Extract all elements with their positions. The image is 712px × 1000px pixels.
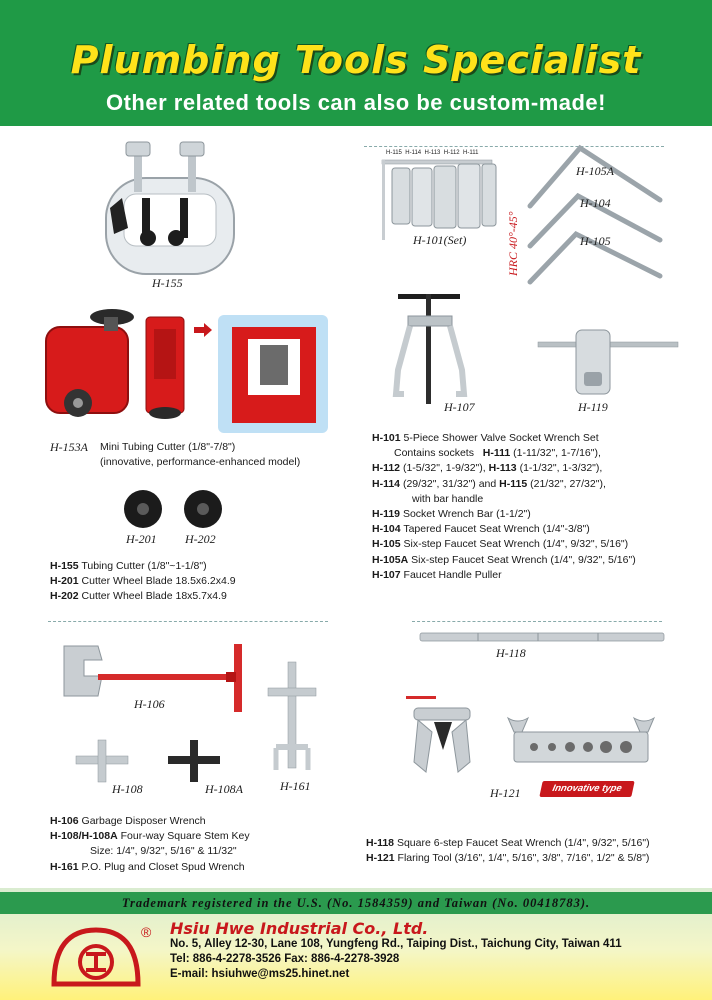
h155-label: H-155	[152, 276, 183, 290]
innovative-type-badge: Innovative type	[539, 781, 634, 797]
h153a-label: H-153A	[50, 440, 88, 454]
h107-label: H-107	[444, 400, 475, 414]
company-name: Hsiu Hwe Industrial Co., Ltd.	[170, 919, 429, 938]
spec-h106: H-106 Garbage Disposer Wrench	[50, 815, 206, 827]
page-subtitle: Other related tools can also be custom-made!	[105, 90, 606, 115]
h108a-stem-key-image	[164, 738, 224, 784]
h201-label: H-201	[126, 532, 157, 546]
page-title: Plumbing Tools Specialist	[70, 38, 642, 82]
h104-h105-wrenches-image	[520, 142, 670, 282]
spec-h112-h113: H-112 (1-5/32", 1-9/32"), H-113 (1-1/32", 1-3/32"),	[372, 462, 603, 475]
h153a-description	[100, 440, 300, 470]
h119-label: H-119	[578, 400, 608, 414]
spec-h104: H-104 Tapered Faucet Seat Wrench (1/4"-3/8")	[372, 523, 590, 536]
right-specs	[372, 431, 636, 583]
h101-set-label: H-101(Set)	[413, 233, 467, 247]
spec-h121: H-121 Flaring Tool (3/16", 1/4", 5/16", 3/8", 7/16", 1/2" & 5/8")	[366, 852, 650, 865]
spec-h161: H-161 P.O. Plug and Closet Spud Wrench	[50, 860, 245, 873]
h161-spud-wrench-image	[262, 658, 322, 776]
spec-h101: H-101 5-Piece Shower Valve Socket Wrench Set	[372, 432, 599, 444]
spec-h202: H-202 Cutter Wheel Blade 18x5.7x4.9	[50, 590, 227, 603]
bottom-right-specs	[366, 836, 650, 866]
registered-mark: ®	[141, 924, 152, 940]
h108-stem-key-image	[72, 738, 132, 784]
h202-label: H-202	[185, 532, 216, 546]
company-logo	[50, 924, 142, 990]
left-specs	[50, 559, 236, 605]
spec-h108: H-108/H-108A Four-way Square Stem Key	[50, 830, 250, 843]
h161-label: H-161	[280, 779, 311, 793]
h121-flaring-tool-image	[404, 692, 664, 792]
socket-size-labels: H-115 H-114 H-113 H-112 H-111	[386, 150, 479, 156]
h202-blade-image	[182, 488, 224, 530]
h119-socket-bar-image	[534, 326, 684, 396]
company-phone-fax: Tel: 886-4-2278-3526 Fax: 886-4-2278-3928	[170, 953, 400, 965]
h104-label: H-104	[580, 196, 611, 210]
spec-h111: Contains sockets H-111 (1-11/32", 1-7/16"),	[394, 447, 601, 460]
divider-bottom-right	[412, 621, 662, 622]
company-email: E-mail: hsiuhwe@ms25.hinet.net	[170, 968, 350, 980]
spec-h118: H-118 Square 6-step Faucet Seat Wrench (1/4", 9/32", 5/16")	[366, 837, 650, 849]
h105a-label: H-105A	[576, 164, 614, 178]
spec-h119: H-119 Socket Wrench Bar (1-1/2")	[372, 508, 531, 521]
spec-h201: H-201 Cutter Wheel Blade 18.5x6.2x4.9	[50, 575, 236, 588]
h108a-label: H-108A	[205, 782, 243, 796]
h118-label: H-118	[496, 646, 526, 660]
h118-seat-wrench-image	[418, 629, 668, 645]
bottom-left-specs	[50, 814, 250, 875]
h153a-mini-cutter-image	[42, 305, 332, 435]
h153a-desc-line2: (innovative, performance-enhanced model)	[100, 456, 301, 469]
h106-label: H-106	[134, 697, 165, 711]
h201-blade-image	[122, 488, 164, 530]
h155-tubing-cutter-image	[100, 138, 240, 278]
spec-h114-h115: H-114 (29/32", 31/32") and H-115 (21/32", 27/32"),	[372, 477, 606, 490]
h105-label: H-105	[580, 234, 611, 248]
spec-h107: H-107 Faucet Handle Puller	[372, 568, 502, 581]
h108-label: H-108	[112, 782, 143, 796]
spec-h105a: H-105A Six-step Faucet Seat Wrench (1/4", 9/32", 5/16")	[372, 553, 636, 566]
spec-h105: H-105 Six-step Faucet Seat Wrench (1/4", 9/32", 5/16")	[372, 538, 629, 551]
trademark-notice: Trademark registered in the U.S. (No. 1584359) and Taiwan (No. 00418783).	[121, 896, 591, 910]
h107-handle-puller-image	[390, 290, 470, 410]
divider-bottom-left	[48, 621, 328, 622]
spec-h108-size: Size: 1/4", 9/32", 5/16" & 11/32"	[90, 845, 237, 858]
h153a-desc-line1: Mini Tubing Cutter (1/8"-7/8")	[100, 441, 236, 453]
company-address: No. 5, Alley 12-30, Lane 108, Yungfeng Rd., Taiping Dist., Taichung City, Taiwan 411	[170, 938, 622, 950]
hrc-hardness-label: HRC 40°-45°	[506, 211, 520, 276]
spec-bar-handle: with bar handle	[412, 492, 484, 505]
spec-h155: H-155 Tubing Cutter (1/8"~1-1/8")	[50, 560, 207, 572]
h121-label: H-121	[490, 786, 521, 800]
